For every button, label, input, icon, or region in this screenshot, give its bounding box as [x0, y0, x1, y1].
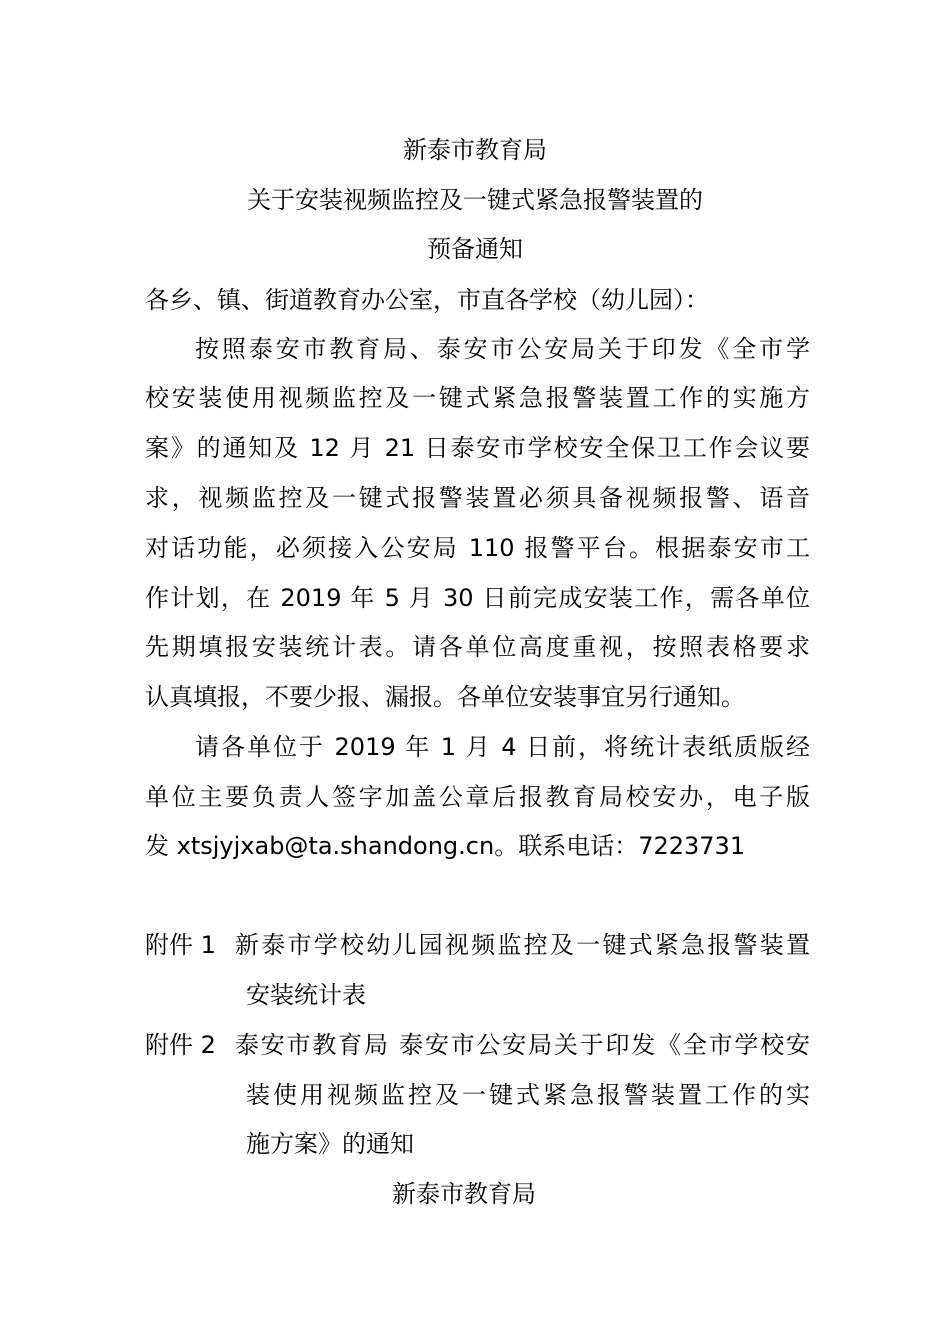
attachment-1-title: 安装统计表	[246, 981, 366, 1009]
paragraph-1-line: 对话功能，必须接入公安局 110 报警平台。根据泰安市工	[145, 534, 810, 562]
title-notice: 预备通知	[427, 235, 523, 263]
paragraph-1-line: 按照泰安市教育局、泰安市公安局关于印发《全市学	[195, 335, 810, 363]
attachment-1-label: 附件 1	[145, 931, 216, 959]
paragraph-2-line: 单位主要负责人签字加盖公章后报教育局校安办，电子版	[145, 783, 810, 811]
title-subject: 关于安装视频监控及一键式紧急报警装置的	[247, 186, 703, 214]
attachment-2-title: 泰安市教育局 泰安市公安局关于印发《全市学校安	[235, 1031, 810, 1059]
signature-issuer: 新泰市教育局	[392, 1180, 536, 1208]
attachment-1-title: 新泰市学校幼儿园视频监控及一键式紧急报警装置	[235, 931, 810, 959]
salutation: 各乡、镇、街道教育办公室，市直各学校（幼儿园）：	[145, 286, 709, 314]
paragraph-1-line: 求，视频监控及一键式报警装置必须具备视频报警、语音	[145, 484, 810, 512]
paragraph-2-line: 发 xtsjyjxab@ta.shandong.cn。联系电话：7223731	[145, 832, 746, 860]
paragraph-1-line: 先期填报安装统计表。请各单位高度重视，按照表格要求	[145, 633, 810, 661]
attachment-2-label: 附件 2	[145, 1031, 216, 1059]
paragraph-1-line: 认真填报，不要少报、漏报。各单位安装事宜另行通知。	[145, 683, 745, 711]
paragraph-1-line: 校安装使用视频监控及一键式紧急报警装置工作的实施方	[145, 384, 810, 412]
paragraph-1-line: 案》的通知及 12 月 21 日泰安市学校安全保卫工作会议要	[145, 434, 810, 462]
paragraph-2-line: 请各单位于 2019 年 1 月 4 日前，将统计表纸质版经	[195, 733, 810, 761]
title-issuer: 新泰市教育局	[403, 136, 547, 164]
attachment-2-title: 施方案》的通知	[246, 1130, 414, 1158]
attachment-2-title: 装使用视频监控及一键式紧急报警装置工作的实	[246, 1081, 810, 1109]
paragraph-1-line: 作计划，在 2019 年 5 月 30 日前完成安装工作，需各单位	[145, 584, 810, 612]
